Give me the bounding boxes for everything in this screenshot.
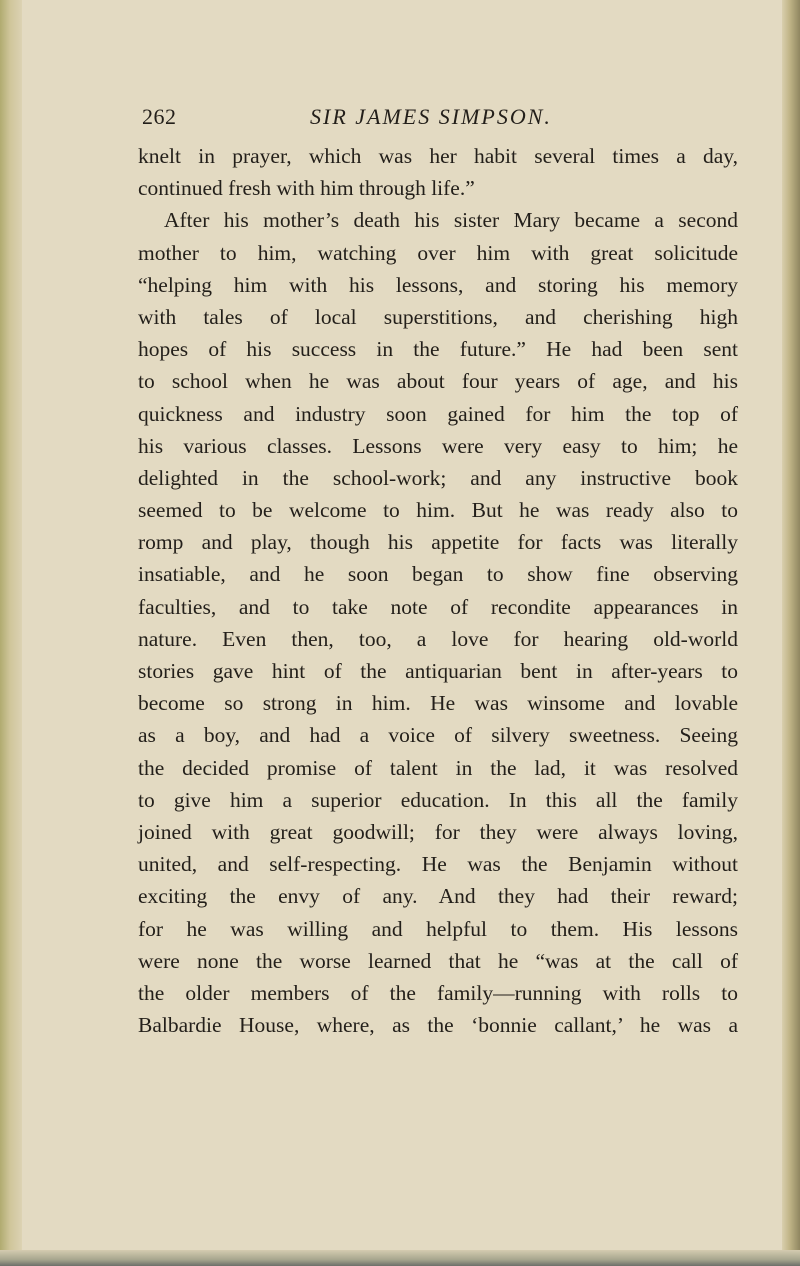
text-line: “helping him with his lessons, and storing his memory	[138, 272, 738, 297]
running-title: SIR JAMES SIMPSON.	[310, 104, 552, 129]
text-line: joined with great goodwill; for they were always loving,	[138, 819, 738, 844]
text-line: After his mother’s death his sister Mary became a second	[164, 208, 738, 233]
text-line: for he was willing and helpful to them. His lessons	[138, 916, 738, 941]
text-line: his various classes. Lessons were very easy to him; he	[138, 433, 738, 458]
text-line: faculties, and to take note of recondite appearances in	[138, 594, 738, 619]
text-line: with tales of local superstitions, and cherishing high	[138, 304, 738, 329]
running-head	[138, 104, 738, 134]
text-line: Balbardie House, where, as the ‘bonnie callant,’ he was a	[138, 1013, 738, 1038]
text-line: as a boy, and had a voice of silvery sweetness. Seeing	[138, 723, 738, 748]
text-line: united, and self-respecting. He was the Benjamin without	[138, 852, 738, 877]
text-line: continued fresh with him through life.”	[138, 176, 475, 201]
text-line: romp and play, though his appetite for facts was literally	[138, 530, 738, 555]
body-text	[138, 140, 738, 1041]
text-line: the older members of the family—running with rolls to	[138, 980, 738, 1005]
text-line: nature. Even then, too, a love for hearing old-world	[138, 626, 738, 651]
text-line: mother to him, watching over him with great solicitude	[138, 240, 738, 265]
page-right-edge	[782, 0, 800, 1266]
text-line: stories gave hint of the antiquarian bent in after-years to	[138, 659, 738, 683]
text-line: to give him a superior education. In this all the family	[138, 787, 738, 812]
text-line: knelt in prayer, which was her habit several times a day,	[138, 144, 738, 168]
text-line: exciting the envy of any. And they had their reward;	[138, 884, 738, 909]
page-number: 262	[142, 104, 177, 129]
text-line: hopes of his success in the future.” He had been sent	[138, 337, 738, 362]
text-line: insatiable, and he soon began to show fine observing	[138, 562, 738, 587]
text-line: seemed to be welcome to him. But he was ready also to	[138, 498, 738, 523]
page-left-edge	[0, 0, 22, 1266]
book-page	[138, 0, 738, 1266]
text-line: were none the worse learned that he “was at the call of	[138, 948, 738, 973]
text-line: become so strong in him. He was winsome and lovable	[138, 691, 738, 716]
text-line: delighted in the school-work; and any instructive book	[138, 465, 738, 490]
text-line: quickness and industry soon gained for him the top of	[138, 401, 738, 426]
text-line: the decided promise of talent in the lad, it was resolved	[138, 755, 738, 780]
text-line: to school when he was about four years of age, and his	[138, 369, 738, 394]
